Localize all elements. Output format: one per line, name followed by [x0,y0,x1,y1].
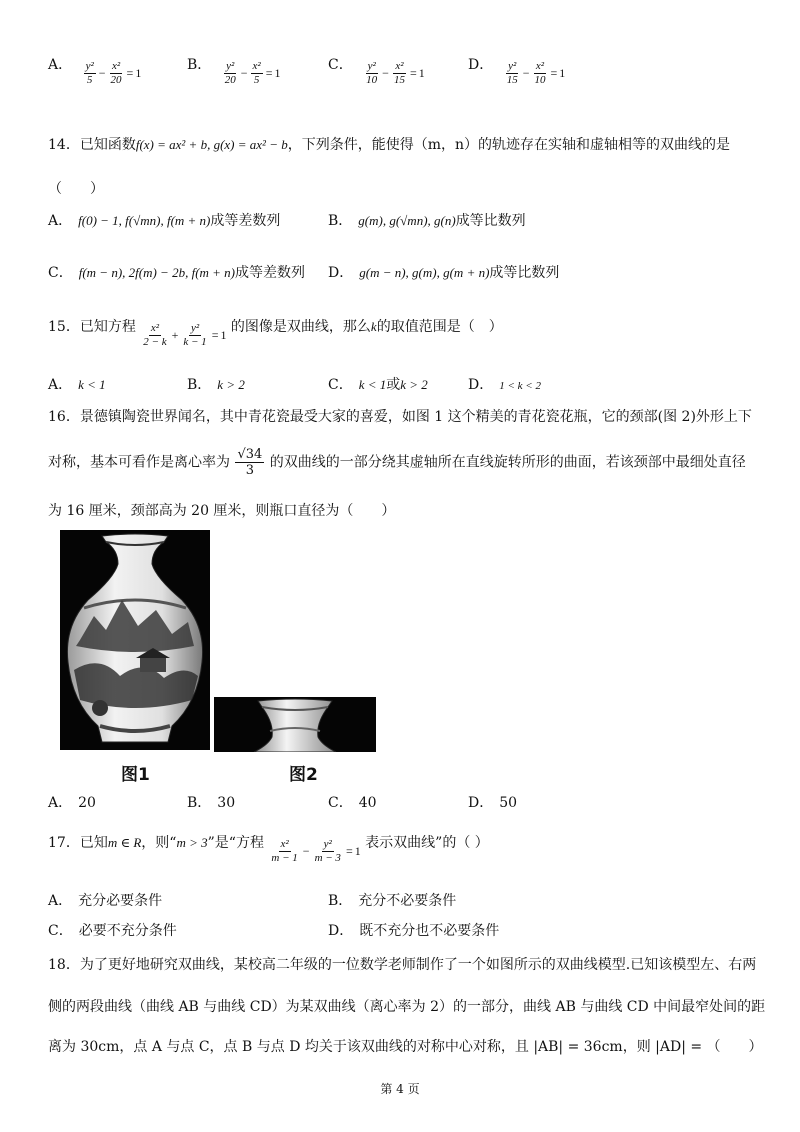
q15-option-a: A． k < 1 [48,377,106,393]
q16-option-c: C． 40 [328,795,377,811]
q13-option-c-equation: $\frac{\text{y²}}{10}$ − $\frac{\text{x²}}{15}$ = 1 [366,60,425,86]
q13-option-a: A． $\frac{\text{y²}}{5}$ − $\frac{\text{x²}}{20}$ = 1 [48,57,142,86]
figure-1-vase-image [60,530,210,750]
page-number: 第 4 页 [380,1082,420,1096]
q18-line-3: 离为 30cm，点 A 与点 C，点 B 与点 D 均关于该双曲线的对称中心对称，且 |AB| = 36cm，则 |AD| = （ ） [48,1039,763,1055]
q13-option-b: B． $\frac{\text{y²}}{20}$ − $\frac{\text{x²}}{5}$ = 1 [187,57,281,86]
q16-option-b: B． 30 [187,795,236,811]
q16-eccentricity: $\frac{√34}{3}$ [237,447,263,478]
figure-2-neck-image [214,697,376,752]
q17-stem: 17．已知m ∈ R，则“m > 3”是“方程 $\frac{\text{x²}}{m - 1}$ − $\frac{\text{y²}}{m - 3}$ = 1 表示双曲线”的（ ） [48,835,489,864]
q16-option-a: A． 20 [48,795,96,811]
q18-line-2: 侧的两段曲线（曲线 AB 与曲线 CD）为某双曲线（离心率为 2）的一部分，曲线 AB 与曲线 CD 中间最窄处间的距 [48,999,766,1015]
q15-stem: 15．已知方程 $\frac{\text{x²}}{2 - k}$ + $\frac{\text{y²}}{k - 1}$ = 1 的图像是双曲线，那么k的取值范围是（ ） [48,319,503,348]
q15-option-c: C． k < 1或k > 2 [328,377,428,393]
q16-line-2: 对称，基本可看作是离心率为 $\frac{√34}{3}$ 的双曲线的一部分绕其虚轴所在直线旋转所形的曲面，若该颈部中最细处直径 [48,447,746,478]
q15-equation: $\frac{\text{x²}}{2 - k}$ + $\frac{\text{y²}}{k - 1}$ = 1 [143,322,227,348]
q14-option-b: B． g(m), g(√mn), g(n)成等比数列 [328,213,526,229]
q14-paren: （ ） [48,181,104,197]
q16-option-d: D． 50 [468,795,518,811]
vase-neck-icon [214,697,376,752]
q17-option-c: C． 必要不充分条件 [48,923,177,939]
q14-option-c: C． f(m − n), 2f(m) − 2b, f(m + n)成等差数列 [48,265,306,281]
q13-option-a-equation: $\frac{\text{y²}}{5}$ − $\frac{\text{x²}}{20}$ = 1 [85,60,142,86]
q13-option-c: C． $\frac{\text{y²}}{10}$ − $\frac{\text{x²}}{15}$ = 1 [328,57,425,86]
q17-equation: $\frac{\text{x²}}{m - 1}$ − $\frac{\text{y²}}{m - 3}$ = 1 [271,838,361,864]
figure-1-caption: 图1 [121,765,150,785]
q15-option-d: D． 1 < k < 2 [468,377,541,393]
q16-line-1: 16．景德镇陶瓷世界闻名，其中青花瓷最受大家的喜爱，如图 1 这个精美的青花瓷花瓶，它的颈部(图 2)外形上下 [48,409,752,425]
q15-option-b: B． k > 2 [187,377,245,393]
figure-2-caption: 图2 [289,765,318,785]
q17-option-d: D． 既不充分也不必要条件 [328,923,500,939]
q16-line-3: 为 16 厘米，颈部高为 20 厘米，则瓶口直径为（ ） [48,503,396,519]
q13-option-b-equation: $\frac{\text{y²}}{20}$ − $\frac{\text{x²}}{5}$ = 1 [224,60,281,86]
q17-option-a: A． 充分必要条件 [48,893,163,909]
vase-icon [60,530,210,750]
q14-option-a: A． f(0) − 1, f(√mn), f(m + n)成等差数列 [48,213,281,229]
q14-option-d: D． g(m − n), g(m), g(m + n)成等比数列 [328,265,560,281]
q13-option-d-equation: $\frac{\text{y²}}{15}$ − $\frac{\text{x²}}{10}$ = 1 [506,60,566,86]
q17-option-b: B． 充分不必要条件 [328,893,457,909]
q13-option-d: D． $\frac{\text{y²}}{15}$ − $\frac{\text{x²}}{10}$ = 1 [468,57,566,86]
q18-line-1: 18．为了更好地研究双曲线，某校高二年级的一位数学老师制作了一个如图所示的双曲线模型.已知该模型左、右两 [48,957,757,973]
q14-stem: 14．已知函数f(x) = ax² + b, g(x) = ax² − b，下列条件，能使得（m，n）的轨迹存在实轴和虚轴相等的双曲线的是 [48,137,731,153]
